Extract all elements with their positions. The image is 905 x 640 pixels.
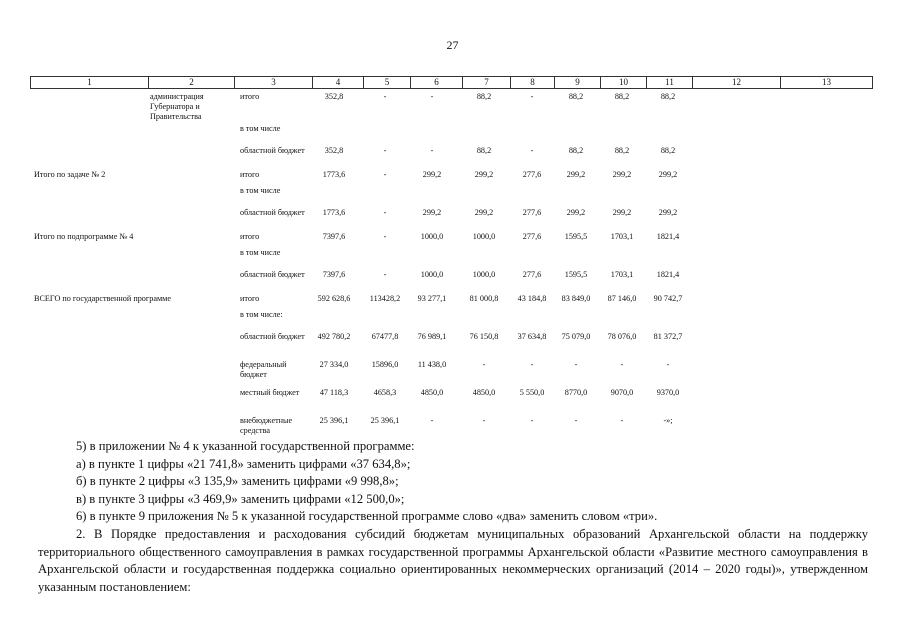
value-cell: 352,8: [324, 92, 344, 101]
value-cell: 113428,2: [369, 294, 401, 303]
value-cell: 299,2: [422, 170, 442, 179]
value-cell: 25 396,1: [370, 416, 400, 425]
value-cell: 352,8: [324, 146, 344, 155]
table-row: [30, 310, 872, 328]
row-funding-type: в том числе:: [240, 310, 283, 319]
value-cell: 9070,0: [610, 388, 634, 397]
value-cell: 76 150,8: [469, 332, 499, 341]
value-cell: 492 780,2: [317, 332, 351, 341]
value-cell: 90 742,7: [653, 294, 683, 303]
value-cell: 93 277,1: [417, 294, 447, 303]
value-cell: 4658,3: [373, 388, 397, 397]
row-funding-type: областной бюджет: [240, 208, 305, 217]
value-cell: 1821,4: [656, 270, 680, 279]
value-cell: -: [530, 92, 534, 101]
value-cell: -: [620, 416, 624, 425]
row-funding-type: в том числе: [240, 186, 281, 195]
column-header: 4: [313, 77, 364, 89]
value-cell: 88,2: [476, 92, 492, 101]
value-cell: 299,2: [474, 170, 494, 179]
value-cell: 11 438,0: [417, 360, 447, 369]
column-header-row: [30, 76, 873, 89]
value-cell: 299,2: [566, 170, 586, 179]
value-cell: -: [383, 146, 387, 155]
value-cell: 87 146,0: [607, 294, 637, 303]
column-header: 3: [235, 77, 313, 89]
table-row: [30, 232, 872, 248]
value-cell: 83 849,0: [561, 294, 591, 303]
value-cell: -: [383, 208, 387, 217]
value-cell: -: [482, 416, 486, 425]
column-header: 5: [364, 77, 411, 89]
value-cell: 27 334,0: [319, 360, 349, 369]
value-cell: 25 396,1: [319, 416, 349, 425]
value-cell: 1773,6: [322, 170, 346, 179]
value-cell: 299,2: [658, 170, 678, 179]
value-cell: 88,2: [476, 146, 492, 155]
row-funding-type: областной бюджет: [240, 270, 305, 279]
paragraph: б) в пункте 2 цифры «3 135,9» заменить цифрами «9 998,8»;: [76, 474, 399, 489]
value-cell: -: [620, 360, 624, 369]
value-cell: 7397,6: [322, 232, 346, 241]
value-cell: 299,2: [612, 208, 632, 217]
row-title: ВСЕГО по государственной программе: [34, 294, 171, 303]
value-cell: 277,6: [522, 208, 542, 217]
value-cell: -: [383, 170, 387, 179]
value-cell: 43 184,8: [517, 294, 547, 303]
table-row: [30, 142, 872, 170]
value-cell: 47 118,3: [319, 388, 349, 397]
row-funding-type: в том числе: [240, 248, 281, 257]
value-cell: 88,2: [660, 146, 676, 155]
row-title: Итого по подпрограмме № 4: [34, 232, 134, 241]
table-row: [30, 356, 872, 384]
value-cell: 88,2: [660, 92, 676, 101]
value-cell: 299,2: [658, 208, 678, 217]
value-cell: 299,2: [566, 208, 586, 217]
value-cell: 75 079,0: [561, 332, 591, 341]
column-header: 10: [601, 77, 647, 89]
value-cell: 277,6: [522, 270, 542, 279]
column-header: 8: [511, 77, 555, 89]
row-funding-type: итого: [240, 232, 260, 241]
column-header: 9: [555, 77, 601, 89]
row-funding-type: в том числе: [240, 124, 281, 133]
value-cell: 8770,0: [564, 388, 588, 397]
row-funding-type: федеральный бюджет: [240, 360, 287, 379]
value-cell: -: [530, 416, 534, 425]
value-cell: 299,2: [474, 208, 494, 217]
value-cell: 1000,0: [420, 232, 444, 241]
table-row: [30, 204, 872, 232]
value-cell: -: [430, 416, 434, 425]
value-cell: 7397,6: [322, 270, 346, 279]
value-cell: -: [430, 146, 434, 155]
value-cell: 78 076,0: [607, 332, 637, 341]
value-cell: -: [430, 92, 434, 101]
value-cell: 4850,0: [420, 388, 444, 397]
row-organization: администрация Губернатора и Правительства: [150, 92, 204, 121]
value-cell: 15896,0: [371, 360, 399, 369]
value-cell: 88,2: [614, 92, 630, 101]
table-row: [30, 124, 872, 142]
value-cell: 88,2: [568, 146, 584, 155]
table-row: [30, 92, 872, 124]
value-cell: 299,2: [612, 170, 632, 179]
paragraph: а) в пункте 1 цифры «21 741,8» заменить цифрами «37 634,8»;: [76, 456, 411, 471]
value-cell: 1773,6: [322, 208, 346, 217]
value-cell: -: [383, 232, 387, 241]
paragraph: 5) в приложении № 4 к указанной государственной программе:: [76, 439, 415, 453]
value-cell: -: [530, 360, 534, 369]
value-cell: -: [530, 146, 534, 155]
value-cell: -: [383, 270, 387, 279]
table-row: [30, 266, 872, 294]
column-header: 11: [647, 77, 693, 89]
row-funding-type: областной бюджет: [240, 332, 305, 341]
value-cell: -: [574, 416, 578, 425]
value-cell: 67477,8: [371, 332, 399, 341]
value-cell: 1000,0: [420, 270, 444, 279]
value-cell: 277,6: [522, 232, 542, 241]
value-cell: 88,2: [614, 146, 630, 155]
table-row: [30, 170, 872, 186]
row-funding-type: внебюджетные средства: [240, 416, 293, 435]
table-row: [30, 412, 872, 440]
value-cell: 81 372,7: [653, 332, 683, 341]
value-cell: -»;: [663, 416, 673, 425]
value-cell: 277,6: [522, 170, 542, 179]
paragraph: 2. В Порядке предоставления и расходования субсидий бюджетам муниципальных образований Архангельской области на поддержку территориального общественного самоуправления в рамках государственной программы Архангельской области «Развитие местного самоуправления в Архангельской области и государственная поддержка социально ориентированных некоммерческих организаций (2014 – 2020 годы)», утвержденном указанным постановлением:: [38, 526, 868, 594]
row-funding-type: итого: [240, 170, 260, 179]
value-cell: 9370,0: [656, 388, 680, 397]
column-header: 6: [411, 77, 463, 89]
value-cell: 4850,0: [472, 388, 496, 397]
value-cell: 81 000,8: [469, 294, 499, 303]
row-funding-type: итого: [240, 92, 260, 101]
value-cell: -: [666, 360, 670, 369]
value-cell: 1595,5: [564, 270, 588, 279]
row-funding-type: местный бюджет: [240, 388, 300, 397]
column-header: 12: [693, 77, 781, 89]
value-cell: 592 628,6: [317, 294, 351, 303]
value-cell: 37 634,8: [517, 332, 547, 341]
value-cell: 76 989,1: [417, 332, 447, 341]
value-cell: 1821,4: [656, 232, 680, 241]
page-number: 27: [446, 38, 459, 52]
column-header: 13: [781, 77, 873, 89]
value-cell: 1000,0: [472, 232, 496, 241]
value-cell: 1595,5: [564, 232, 588, 241]
value-cell: 1703,1: [610, 270, 634, 279]
paragraph: в) в пункте 3 цифры «3 469,9» заменить цифрами «12 500,0»;: [76, 491, 405, 506]
value-cell: 5 550,0: [519, 388, 545, 397]
amendment-text: [38, 438, 868, 596]
value-cell: -: [574, 360, 578, 369]
table-row: [30, 294, 872, 310]
table-row: [30, 384, 872, 412]
row-funding-type: итого: [240, 294, 260, 303]
column-header: 7: [463, 77, 511, 89]
value-cell: 88,2: [568, 92, 584, 101]
value-cell: 1703,1: [610, 232, 634, 241]
column-header: 2: [149, 77, 235, 89]
table-row: [30, 248, 872, 266]
paragraph: 6) в пункте 9 приложения № 5 к указанной государственной программе слово «два» заменить словом «три».: [76, 509, 658, 524]
value-cell: -: [482, 360, 486, 369]
value-cell: 299,2: [422, 208, 442, 217]
column-header: 1: [31, 77, 149, 89]
value-cell: -: [383, 92, 387, 101]
row-funding-type: областной бюджет: [240, 146, 305, 155]
table-row: [30, 328, 872, 356]
table-row: [30, 186, 872, 204]
row-title: Итого по задаче № 2: [34, 170, 106, 179]
value-cell: 1000,0: [472, 270, 496, 279]
